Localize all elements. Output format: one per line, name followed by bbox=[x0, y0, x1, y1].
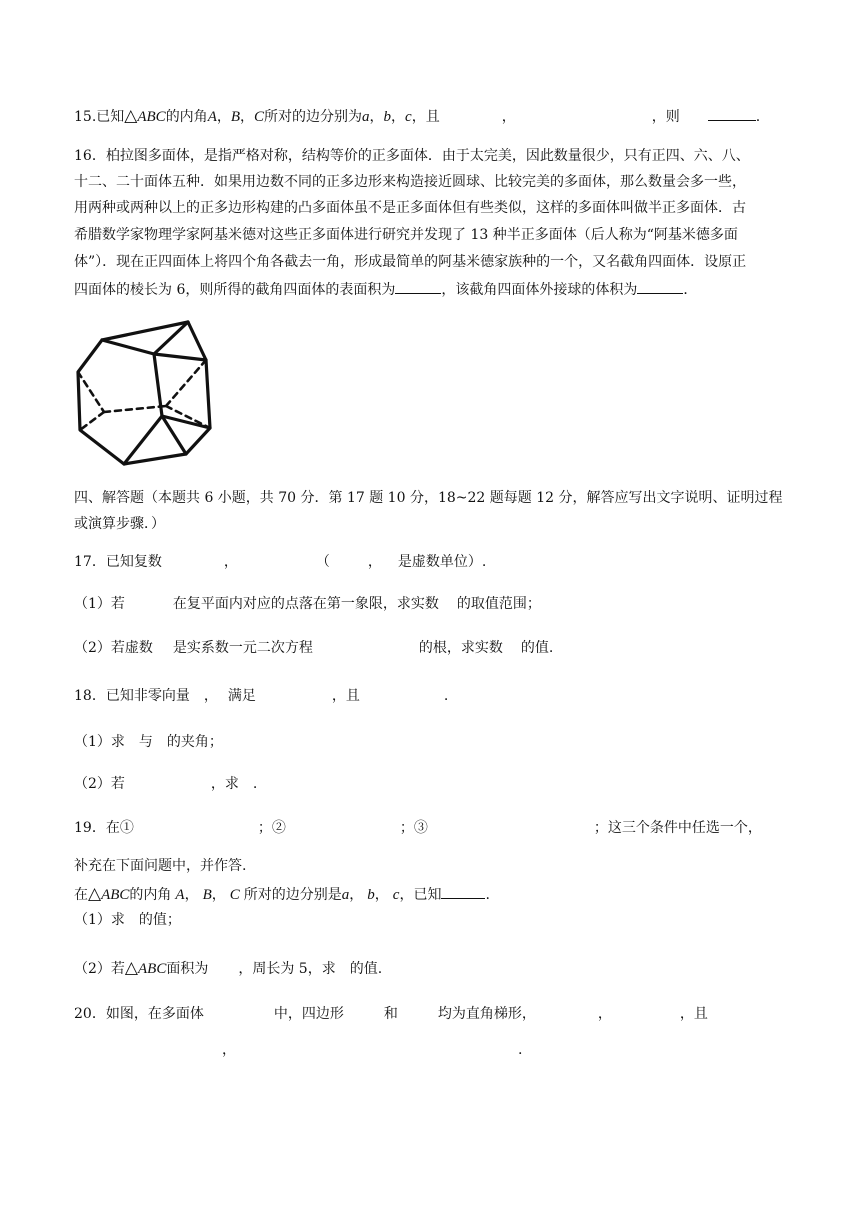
triangle-symbol: △ bbox=[88, 884, 102, 904]
q18-text: ，且 bbox=[331, 688, 360, 704]
q19-text: ， bbox=[184, 887, 199, 903]
q16-line-6 bbox=[74, 279, 697, 300]
q17-text: 17．已知复数 bbox=[74, 554, 162, 570]
q19-text: ，周长为 5，求 bbox=[238, 961, 336, 977]
q15-text: ， bbox=[216, 109, 231, 125]
q16-line-4: 希腊数学家物理学家阿基米德对这些正多面体进行研究并发现了 13 种半正多面体（后人称为“阿基米德多面 bbox=[74, 227, 738, 243]
figure-hidden-edge bbox=[78, 372, 104, 412]
figure-hidden-edge bbox=[166, 360, 206, 406]
q15-text: ， bbox=[369, 109, 384, 125]
q19-text: 面积为 bbox=[166, 961, 209, 977]
q15-C: C bbox=[254, 109, 265, 125]
q16-line-5: 体”）．现在正四面体上将四个角各截去一角，形成最简单的阿基米德家族种的一个，又名截角四面体．设原正 bbox=[74, 254, 747, 270]
triangle-symbol: △ bbox=[124, 958, 138, 978]
figure-hidden-edge bbox=[166, 406, 210, 428]
q15-answer-blank bbox=[708, 106, 756, 121]
q19-text: ，已知 bbox=[399, 887, 442, 903]
q19-b: b bbox=[367, 887, 375, 903]
q17-text: 的取值范围； bbox=[456, 596, 541, 612]
q19-abc: ABC bbox=[138, 961, 167, 977]
figure-edge bbox=[124, 416, 162, 464]
triangle-symbol: △ bbox=[124, 106, 138, 126]
q19-c: c bbox=[392, 887, 400, 903]
q15-c: c bbox=[405, 109, 412, 125]
q17-text: 在复平面内对应的点落在第一象限，求实数 bbox=[172, 596, 439, 612]
q17-text: （2）若虚数 bbox=[74, 640, 153, 656]
figure-hidden-edge bbox=[80, 412, 104, 430]
q19-text: . bbox=[485, 887, 490, 903]
q19-text: ；③ bbox=[399, 820, 428, 836]
q19-text: 在 bbox=[74, 887, 88, 903]
q17-part2 bbox=[74, 638, 553, 658]
figure-edge bbox=[102, 340, 154, 354]
q15-A: A bbox=[207, 109, 217, 125]
q15-text: ， bbox=[240, 109, 255, 125]
q19-text: （2）若 bbox=[74, 961, 125, 977]
q18-text: ， bbox=[203, 688, 218, 704]
q17-text: （ bbox=[315, 554, 330, 570]
q16-line-2: 十二、二十面体五种．如果用边数不同的正多边形来构造接近圆球、比较完美的多面体，那么数量会多一些， bbox=[74, 174, 746, 190]
q18-text: 18．已知非零向量 bbox=[74, 688, 190, 704]
q17-stem bbox=[74, 552, 486, 572]
figure-hidden-edge bbox=[104, 406, 166, 412]
q16-volume-blank bbox=[637, 279, 683, 294]
q15-line bbox=[74, 106, 760, 127]
q20-text: ， bbox=[597, 1006, 612, 1022]
q15-text: 的内角 bbox=[165, 109, 208, 125]
q17-text: 的根，求实数 bbox=[418, 640, 503, 656]
q16-line-3: 用两种或两种以上的正多边形构建的凸多面体虽不是正多面体但有些类似，这样的多面体叫做半正多面体．古 bbox=[74, 200, 746, 216]
q15-B: B bbox=[230, 109, 241, 125]
q15-text: 已知 bbox=[96, 109, 125, 125]
q19-condition-blank bbox=[441, 884, 485, 899]
figure-outline bbox=[78, 322, 210, 464]
figure-edge bbox=[154, 354, 206, 360]
q18-text: . bbox=[443, 688, 449, 704]
q19-text: ， bbox=[374, 887, 389, 903]
q18-part2 bbox=[74, 774, 257, 794]
q18-part1 bbox=[74, 732, 223, 752]
truncated-tetrahedron-figure bbox=[74, 312, 254, 472]
section4-heading-1: 四、解答题（本题共 6 小题，共 70 分．第 17 题 10 分，18~22 题每题 12 分，解答应写出文字说明、证明过程 bbox=[74, 490, 783, 506]
q17-text: 是实系数一元二次方程 bbox=[172, 640, 313, 656]
q19-a: a bbox=[341, 887, 350, 903]
q19-text: ；这三个条件中任选一个， bbox=[593, 820, 762, 836]
q19-line-2: 补充在下面问题中，并作答. bbox=[74, 858, 247, 874]
q16-text: ，该截角四面体外接球的体积为 bbox=[441, 282, 638, 298]
q15-b: b bbox=[383, 109, 392, 125]
q18-text: （1）求 bbox=[74, 734, 125, 750]
q15-text: . bbox=[755, 109, 761, 125]
q18-text: 满足 bbox=[227, 688, 256, 704]
q19-abc: ABC bbox=[101, 887, 130, 903]
q15-text: ， bbox=[501, 109, 516, 125]
q18-text: （2）若 bbox=[74, 776, 125, 792]
q15-text: ，则 bbox=[651, 109, 680, 125]
q20-text: ，且 bbox=[679, 1006, 708, 1022]
q19-text: ， bbox=[349, 887, 364, 903]
q15-a: a bbox=[362, 109, 370, 125]
section4-heading-2: 或演算步骤．） bbox=[74, 516, 165, 532]
q20-text: 中，四边形 bbox=[273, 1006, 344, 1022]
q19-A: A bbox=[175, 887, 185, 903]
q19-line-3 bbox=[74, 884, 490, 905]
q17-text: 的值. bbox=[520, 640, 554, 656]
q16-surface-area-blank bbox=[395, 279, 441, 294]
q17-text: ， bbox=[367, 554, 382, 570]
q19-text: ， bbox=[211, 887, 226, 903]
q19-text: 的内角 bbox=[129, 887, 172, 903]
q19-text: （1）求 bbox=[74, 912, 125, 928]
q15-number: 15. bbox=[74, 109, 97, 125]
q18-text: 的夹角； bbox=[166, 734, 223, 750]
q19-text: ；② bbox=[257, 820, 286, 836]
q16-text: ． bbox=[683, 282, 698, 298]
q17-text: 是虚数单位）. bbox=[397, 554, 487, 570]
q16-line-1: 16．柏拉图多面体，是指严格对称，结构等价的正多面体．由于太完美，因此数量很少，只有正四、六、八、 bbox=[74, 148, 750, 164]
q20-stem bbox=[74, 1004, 708, 1024]
q18-stem bbox=[74, 686, 448, 706]
q15-abc: ABC bbox=[137, 109, 166, 125]
q19-stem bbox=[74, 818, 762, 838]
q18-text: 与 bbox=[138, 734, 153, 750]
q15-text: 所对的边分别为 bbox=[264, 109, 363, 125]
q17-text: （1）若 bbox=[74, 596, 125, 612]
q20-line-2 bbox=[74, 1040, 522, 1060]
q19-part1 bbox=[74, 910, 181, 930]
q20-text: 和 bbox=[383, 1006, 398, 1022]
q17-text: ， bbox=[223, 554, 238, 570]
q19-text: 所对的边分别是 bbox=[243, 887, 342, 903]
q16-text: 四面体的棱长为 6，则所得的截角四面体的表面积为 bbox=[74, 282, 396, 298]
q18-text: . bbox=[252, 776, 258, 792]
q20-text: ， bbox=[222, 1042, 236, 1058]
q18-text: ，求 bbox=[210, 776, 239, 792]
q20-text: 20．如图，在多面体 bbox=[74, 1006, 204, 1022]
q15-text: ， bbox=[391, 109, 406, 125]
q17-part1 bbox=[74, 594, 541, 614]
q19-C: C bbox=[229, 887, 240, 903]
q20-text: . bbox=[518, 1042, 523, 1058]
q19-B: B bbox=[202, 887, 212, 903]
q19-text: 19．在① bbox=[74, 820, 134, 836]
q19-text: 的值. bbox=[349, 961, 383, 977]
q19-text: 的值； bbox=[138, 912, 181, 928]
q20-text: 均为直角梯形， bbox=[437, 1006, 536, 1022]
q15-text: ，且 bbox=[411, 109, 440, 125]
q19-part2 bbox=[74, 958, 382, 979]
